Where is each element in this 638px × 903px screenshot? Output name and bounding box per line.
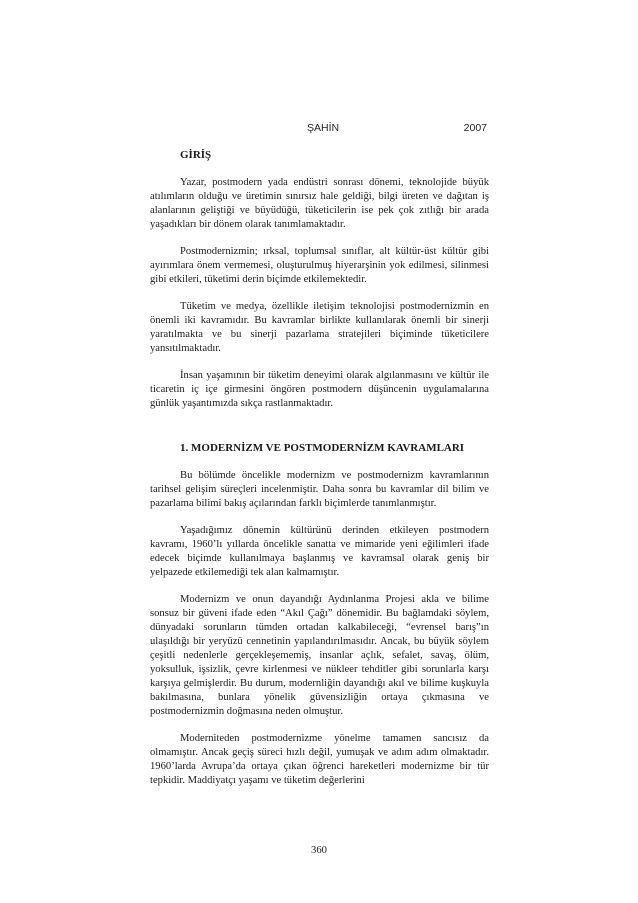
running-header	[150, 122, 487, 136]
intro-paragraph-3: Tüketim ve medya, özellikle iletişim teknolojisi postmodernizmin en önemli iki kavramıdır. Bu kavramlar birlikte kullanılarak önemli bir sinerji yaratılmakta ve bu sinerji pazarlama stratejileri biçiminde tüketicilere yansıtılmaktadır.	[150, 301, 489, 354]
intro-paragraph-4: İnsan yaşamının bir tüketim deneyimi olarak algılanmasını ve kültür ile ticaretin iç içe girmesini öngören postmodern düşüncenin uygulamalarına günlük yaşantımızda sıkça rastlanmaktadır.	[150, 370, 489, 409]
page-number: 360	[311, 845, 327, 856]
intro-paragraph-2: Postmodernizmin; ırksal, toplumsal sınıflar, alt kültür-üst kültür gibi ayırımlara önem vermemesi, oluşturulmuş hiyerarşinin yok edilmesi, silinmesi gibi etkileri, tüketimi derin biçimde etkilemektedir.	[150, 246, 489, 285]
body-text	[150, 148, 489, 801]
intro-heading: GİRİŞ	[180, 149, 212, 161]
header-year: 2007	[463, 122, 487, 134]
section-1-paragraph-3: Modernizm ve onun dayandığı Aydınlanma Projesi akla ve bilime sonsuz bir güveni ifade eden “Akıl Çağı” dönemidir. Bu bağlamdaki söylem, dünyadaki sorunların tümden ortadan kalkabileceği, “evrensel barış”ın ulaşıldığı bir yeryüzü cennetinin yapılandırılmasıdır. Ancak, bu büyük söylem çeşitli nedenlerle gerçekleşememiş, insanlar açlık, sefalet, savaş, ölüm, yoksulluk, işsizlik, çevre kirlenmesi ve nükleer tehditler gibi sorunlarla karşı karşıya gelmişlerdir. Bu durum, modernliğin dayandığı akıl ve bilime kuşkuyla bakılmasına, bunlara yönelik güvensizliğin ortaya çıkmasına ve postmodernizmin doğmasına neden olmuştur.	[150, 594, 489, 717]
section-1-paragraph-1: Bu bölümde öncelikle modernizm ve postmodernizm kavramlarının tarihsel gelişim süreçleri incelenmiştir. Daha sonra bu kavramlar dil bilim ve pazarlama bilimi bakış açılarından farklı biçimlerde tanımlanmıştır.	[150, 470, 489, 509]
intro-paragraph-1: Yazar, postmodern yada endüstri sonrası dönemi, teknolojide büyük atılımların olduğu ve üretimin sınırsız hale geldiği, bilgi üreten ve dağıtan iş alanlarının geliştiği ve büyüdüğü, tüketicilerin ise pek çok zıtlığı bir arada yaşadıkları bir dönem olarak tanımlamaktadır.	[150, 177, 489, 230]
header-author: ŞAHİN	[307, 122, 340, 134]
section-1-paragraph-2: Yaşadığımız dönemin kültürünü derinden etkileyen postmodern kavramı, 1960’lı yıllarda öncelikle sanatta ve mimaride yeni eğilimleri ifade edecek biçimde kullanılmaya başlanmış ve kavramsal olarak geniş bir yelpazede etkilemediği tek alan kalmamıştır.	[150, 525, 489, 578]
section-1-heading: 1. MODERNİZM VE POSTMODERNİZM KAVRAMLARI	[180, 442, 465, 454]
section-1-paragraph-4: Moderniteden postmodernizme yönelme tamamen sancısız da olmamıştır. Ancak geçiş süreci hızlı değil, yumuşak ve adım adım olmaktadır. 1960’larda Avrupa’da ortaya çıkan öğrenci hareketleri modernizme bir tür tepkidir. Maddiyatçı yaşamı ve tüketim değerlerini	[150, 733, 489, 786]
